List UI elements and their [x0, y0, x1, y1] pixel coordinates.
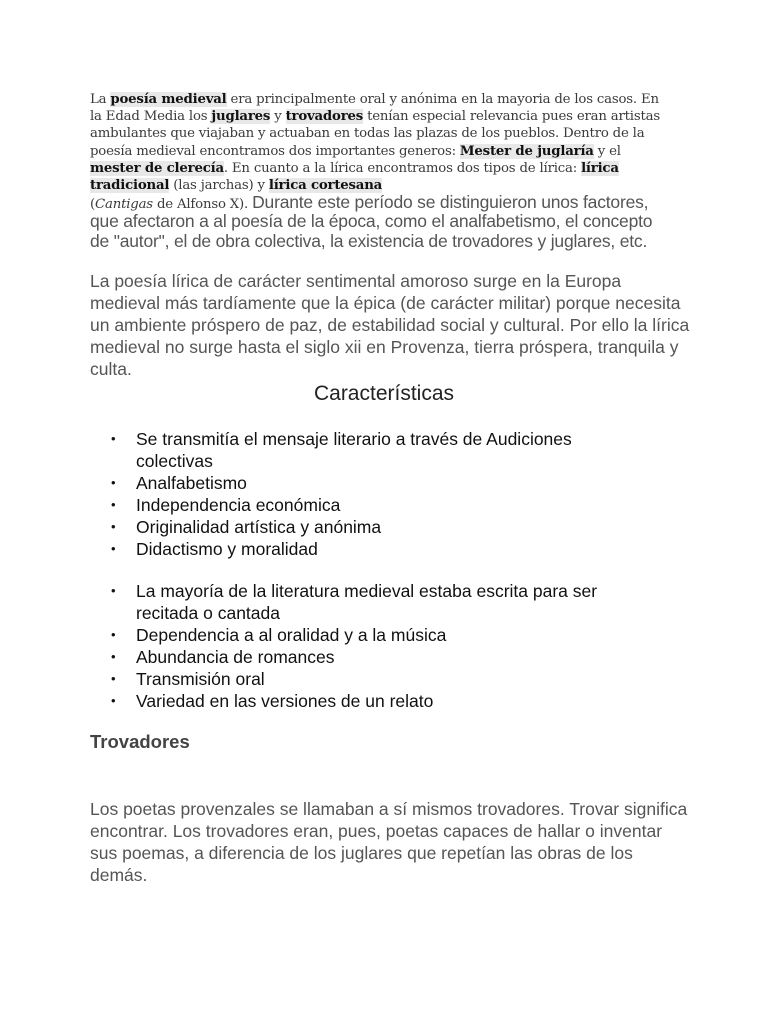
- highlight-lirica-cortesana: lírica cortesana: [268, 178, 383, 194]
- intro-text: y el: [593, 143, 621, 159]
- list-item: [90, 538, 650, 560]
- caracteristicas-heading: Características: [313, 382, 455, 405]
- highlight-juglares: juglares: [211, 109, 271, 125]
- intro-sans-text: Durante este período se distinguieron unos factores, que afectaron a al poesía de la época, como el analfabetismo, el concepto de "autor", el de obra colectiva, la existencia de trovadores y juglares, etc.: [90, 192, 653, 251]
- highlight-mester-de-clerecia: mester de clerecía: [90, 160, 224, 176]
- trovadores-paragraph: [90, 798, 690, 886]
- list-item: [90, 624, 650, 646]
- bullet-icon: •: [111, 671, 116, 686]
- bullet-icon: •: [111, 649, 116, 664]
- intro-text: las jarchas) y: [178, 178, 269, 194]
- characteristics-list-1: [90, 428, 650, 560]
- intro-paragraph: [90, 91, 670, 252]
- highlight-lirica-tradicional: lírica tradicional: [90, 160, 619, 194]
- highlight-trovadores: trovadores: [285, 109, 364, 125]
- bullet-icon: •: [111, 693, 116, 708]
- list-item-text: Transmisión oral: [136, 669, 265, 689]
- bullet-icon: •: [111, 583, 116, 598]
- italic-cantigas: Cantigas: [95, 197, 153, 213]
- bullet-icon: •: [111, 475, 116, 490]
- list-item: [90, 494, 650, 516]
- highlight-mester-de-juglaria: Mester de juglaría: [459, 143, 594, 159]
- list-item: [90, 472, 650, 494]
- list-item: [90, 516, 650, 538]
- intro-text: tenían especial relevancia pues eran artistas ambulantes que viajaban y actuaban en todas las plazas de los pueblos. Dentro de la poesía medieval encontramos dos importantes generos:: [90, 109, 660, 159]
- intro-text: era principalmente oral y anónima en la mayoria de los casos. En la Edad Media los: [90, 92, 659, 125]
- lirica-text: La poesía lírica de carácter sentimental amoroso surge en la Europa medieval más tardíamente que la épica (de carácter militar) porque necesita un ambiente próspero de paz, de estabilidad social y cultural. Por ello la lírica medieval no surge hasta el siglo xii en Provenza, tierra próspera, tranquila y culta.: [90, 271, 690, 379]
- trovadores-heading: Trovadores: [90, 731, 190, 752]
- list-item-text: Abundancia de romances: [136, 647, 335, 667]
- list-item-text: Independencia económica: [136, 495, 341, 515]
- intro-text: de Alfonso X).: [152, 197, 253, 213]
- highlight-poesia-medieval: poesía medieval: [110, 92, 227, 107]
- list-item: [90, 646, 650, 668]
- list-item: [90, 428, 650, 472]
- list-item-text: Didactismo y moralidad: [136, 539, 318, 559]
- bullet-icon: •: [111, 541, 116, 556]
- lirica-paragraph: [90, 270, 690, 380]
- bullet-icon: •: [111, 627, 116, 642]
- intro-text: . En cuanto a la lírica encontramos dos tipos de lírica:: [223, 160, 582, 176]
- list-item-text: Originalidad artística y anónima: [136, 517, 382, 537]
- trovadores-text: Los poetas provenzales se llamaban a sí mismos trovadores. Trovar significa encontrar. Los trovadores eran, pues, poetas capaces de hallar o inventar sus poemas, a diferencia de los juglares que repetían las obras de los demás.: [90, 799, 688, 885]
- intro-text: La: [90, 92, 111, 107]
- intro-text: y: [270, 109, 286, 125]
- list-item-text: La mayoría de la literatura medieval estaba escrita para ser recitada o cantada: [136, 581, 598, 623]
- bullet-icon: •: [111, 497, 116, 512]
- list-item-text: Dependencia a al oralidad y a la música: [136, 625, 447, 645]
- intro-text: (: [90, 197, 95, 213]
- characteristics-list-2: [90, 580, 650, 712]
- list-item-text: Se transmitía el mensaje literario a través de Audiciones colectivas: [136, 429, 572, 471]
- list-item: [90, 690, 650, 712]
- list-item: [90, 668, 650, 690]
- intro-text: (: [169, 178, 179, 194]
- list-item-text: Analfabetismo: [136, 473, 247, 493]
- list-item-text: Variedad en las versiones de un relato: [136, 691, 434, 711]
- bullet-icon: •: [111, 431, 116, 446]
- bullet-icon: •: [111, 519, 116, 534]
- list-item: [90, 580, 650, 624]
